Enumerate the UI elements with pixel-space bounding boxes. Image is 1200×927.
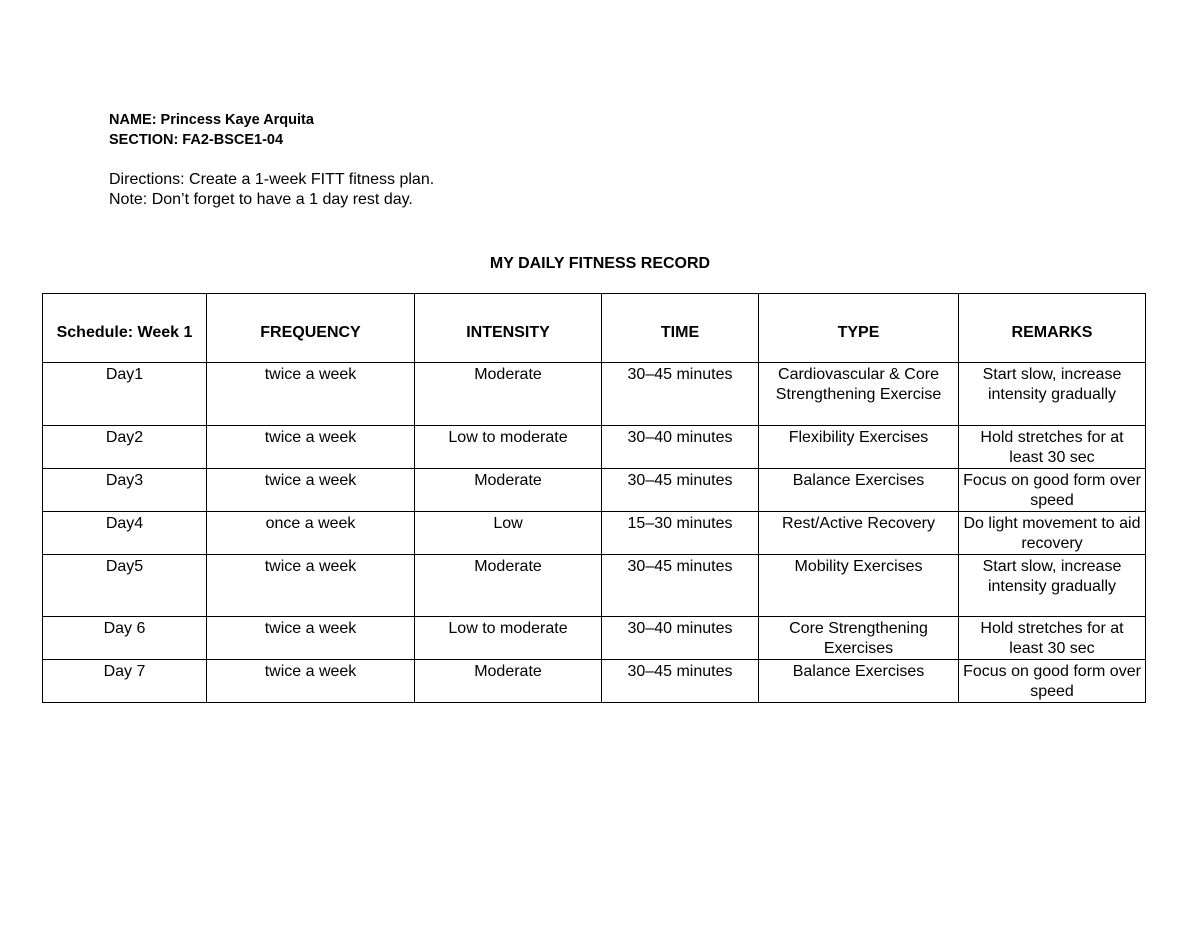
student-info — [109, 110, 314, 150]
column-header-remarks: REMARKS — [959, 294, 1146, 363]
cell-schedule: Day 6 — [43, 617, 207, 660]
cell-time: 30–40 minutes — [602, 617, 759, 660]
cell-frequency: twice a week — [207, 363, 415, 426]
note-text: Note: Don’t forget to have a 1 day rest day. — [109, 191, 413, 208]
cell-type: Core Strengthening Exercises — [759, 617, 959, 660]
cell-type: Cardiovascular & Core Strengthening Exercise — [759, 363, 959, 426]
cell-intensity: Moderate — [415, 363, 602, 426]
cell-type: Balance Exercises — [759, 660, 959, 703]
column-header-schedule: Schedule: Week 1 — [43, 294, 207, 363]
cell-time: 30–45 minutes — [602, 363, 759, 426]
page-title: MY DAILY FITNESS RECORD — [489, 255, 711, 272]
cell-schedule: Day1 — [43, 363, 207, 426]
cell-frequency: twice a week — [207, 426, 415, 469]
cell-type: Balance Exercises — [759, 469, 959, 512]
directions — [109, 170, 434, 210]
cell-time: 30–45 minutes — [602, 469, 759, 512]
cell-remarks: Hold stretches for at least 30 sec — [959, 617, 1146, 660]
cell-intensity: Moderate — [415, 555, 602, 617]
cell-schedule: Day4 — [43, 512, 207, 555]
cell-schedule: Day3 — [43, 469, 207, 512]
table-row — [43, 617, 1146, 660]
table-header-row — [43, 294, 1146, 363]
cell-frequency: twice a week — [207, 555, 415, 617]
cell-schedule: Day2 — [43, 426, 207, 469]
cell-schedule: Day 7 — [43, 660, 207, 703]
cell-remarks: Do light movement to aid recovery — [959, 512, 1146, 555]
column-header-frequency: FREQUENCY — [207, 294, 415, 363]
cell-type: Rest/Active Recovery — [759, 512, 959, 555]
cell-time: 30–40 minutes — [602, 426, 759, 469]
table-row — [43, 363, 1146, 426]
fitness-record-table — [42, 293, 1146, 703]
table-row — [43, 660, 1146, 703]
cell-intensity: Moderate — [415, 660, 602, 703]
cell-intensity: Moderate — [415, 469, 602, 512]
cell-type: Mobility Exercises — [759, 555, 959, 617]
cell-remarks: Hold stretches for at least 30 sec — [959, 426, 1146, 469]
cell-type: Flexibility Exercises — [759, 426, 959, 469]
cell-remarks: Focus on good form over speed — [959, 660, 1146, 703]
column-header-time: TIME — [602, 294, 759, 363]
cell-frequency: twice a week — [207, 469, 415, 512]
table-row — [43, 426, 1146, 469]
directions-text: Directions: Create a 1-week FITT fitness plan. — [109, 171, 435, 188]
table-row — [43, 469, 1146, 512]
cell-schedule: Day5 — [43, 555, 207, 617]
column-header-intensity: INTENSITY — [415, 294, 602, 363]
cell-time: 15–30 minutes — [602, 512, 759, 555]
student-name: NAME: Princess Kaye Arquita — [109, 112, 314, 128]
cell-remarks: Start slow, increase intensity gradually — [959, 555, 1146, 617]
table-row — [43, 512, 1146, 555]
student-section: SECTION: FA2-BSCE1-04 — [109, 132, 284, 148]
cell-time: 30–45 minutes — [602, 555, 759, 617]
column-header-type: TYPE — [759, 294, 959, 363]
cell-intensity: Low — [415, 512, 602, 555]
cell-remarks: Focus on good form over speed — [959, 469, 1146, 512]
cell-frequency: once a week — [207, 512, 415, 555]
cell-remarks: Start slow, increase intensity gradually — [959, 363, 1146, 426]
cell-frequency: twice a week — [207, 617, 415, 660]
cell-intensity: Low to moderate — [415, 426, 602, 469]
cell-frequency: twice a week — [207, 660, 415, 703]
cell-time: 30–45 minutes — [602, 660, 759, 703]
cell-intensity: Low to moderate — [415, 617, 602, 660]
table-row — [43, 555, 1146, 617]
